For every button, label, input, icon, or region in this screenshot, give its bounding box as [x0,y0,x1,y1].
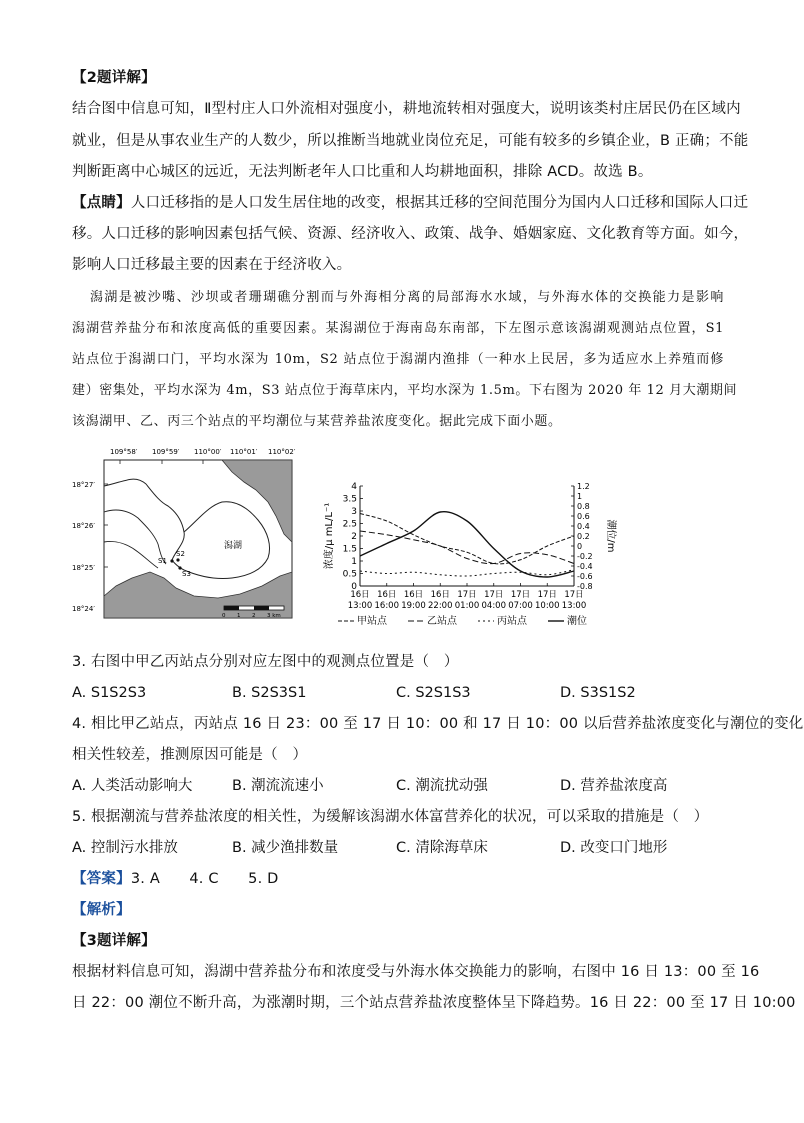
x-tick-time-label: 13:00 [561,601,587,611]
y-tick-label: 3 [351,507,357,517]
option-c[interactable]: C. S2S1S3 [396,685,471,701]
option-a[interactable]: A. 人类活动影响大 [72,778,193,794]
option-a[interactable]: A. S1S2S3 [72,685,147,701]
x-tick-time-label: 07:00 [508,601,533,611]
lon-label: 109°59′ [152,448,180,456]
legend-label: 丙站点 [497,616,527,627]
y2-tick-label: -0.8 [577,582,593,591]
station-label: S1 [158,557,167,565]
note-line [72,193,749,213]
option-a[interactable]: A. 控制污水排放 [72,840,178,856]
x-tick-day-label: 17日 [537,590,557,600]
x-tick-time-label: 13:00 [347,601,373,611]
y-tick-label: 2.5 [342,519,357,530]
x-tick-time-label: 16:00 [374,601,399,611]
legend-label: 乙站点 [427,616,457,627]
section-2-text-line: 判断距离中心城区的远近，无法判断老年人口比重和人均耕地面积，排除 ACD。故选 B。 [72,164,653,180]
y2-tick-label: 0.2 [577,532,590,541]
y2-tick-label: 0.6 [577,512,590,521]
y-tick-label: 2 [351,532,357,542]
x-tick-day-label: 17日 [457,590,477,600]
nutrient-tide-chart [318,480,614,630]
lat-label: 18°26′ [72,522,95,530]
scale-tick: 3 km [267,613,281,619]
question-5: 5. 根据潮流与营养盐浓度的相关性，为缓解该潟湖水体富营养化的状况，可以采取的措施是（ ） [72,809,709,825]
section-2-text-line: 结合图中信息可知，Ⅱ型村庄人口外流相对强度小，耕地流转相对强度大，说明该类村庄居民仍在区域内 [72,101,741,117]
y2-tick-label: 0.8 [577,502,590,511]
lon-label: 110°00′ [194,448,222,456]
station-label: S3 [182,570,191,578]
station-label: S2 [176,550,185,558]
material-line: 该潟湖甲、乙、丙三个站点的平均潮位与某营养盐浓度变化。据此完成下面小题。 [72,414,562,429]
question-4: 相关性较差，推测原因可能是（ ） [72,747,308,763]
answer-text: 3. A 4. C 5. D [130,871,279,887]
x-tick-day-label: 16日 [350,590,370,600]
note-text: 人口迁移指的是人口发生居住地的改变，根据其迁移的空间范围分为国内人口迁移和国际人口迁 [130,195,749,211]
option-d[interactable]: D. 改变口门地形 [560,840,668,856]
x-tick-day-label: 17日 [510,590,531,600]
y-tick-label: 0.5 [342,569,357,580]
lon-label: 110°02′ [268,448,296,456]
lat-label: 18°27′ [72,481,95,489]
option-c[interactable]: C. 清除海草床 [396,840,488,856]
x-tick-day-label: 16日 [377,590,397,600]
y2-tick-label: -0.2 [577,552,593,561]
x-tick-day-label: 16日 [403,590,424,600]
section-2-text-line: 就业，但是从事农业生产的人数少，所以推断当地就业岗位充足，可能有较多的乡镇企业，B 正确；不能 [72,133,749,149]
material-line: 站点位于潟湖口门，平均水深为 10m，S2 站点位于潟湖内渔排（一种水上民居，多为适应水上养殖而修 [72,352,724,367]
answer-line [72,869,724,889]
scale-bar [254,606,269,610]
section-3-text-line: 日 22：00 潮位不断升高，为涨潮时期，三个站点营养盐浓度整体呈下降趋势。16 日 22：00 至 17 日 10:00 [72,995,796,1011]
material-line: 建）密集处，平均水深为 4m，S3 站点位于海草床内，平均水深为 1.5m。下右图为 2020 年 12 月大潮期间 [72,383,738,398]
x-tick-day-label: 17日 [564,590,584,600]
lon-label: 109°58′ [110,448,138,456]
y2-tick-label: -0.4 [577,562,593,571]
note-line: 移。人口迁移的影响因素包括气候、资源、经济收入、政策、战争、婚姻家庭、文化教育等方面。如今， [72,226,749,242]
x-tick-time-label: 22:00 [428,601,453,611]
answer-tag: 【答案】 [72,871,131,887]
station-point [176,558,179,561]
section-3-heading: 【3题详解】 [72,933,156,949]
section-3-text-line: 根据材料信息可知，潟湖中营养盐分布和浓度受与外海水体交换能力的影响，右图中 16 日 13：00 至 16 [72,964,760,980]
series-line-3 [360,570,574,576]
note-tag: 【点睛】 [72,195,131,211]
note-line: 影响人口迁移最主要的因素在于经济收入。 [72,257,352,273]
question-3: 3. 右图中甲乙丙站点分别对应左图中的观测点位置是（ ） [72,654,459,670]
material-line: 潟湖营养盐分布和浓度高低的重要因素。某潟湖位于海南岛东南部，下左图示意该潟湖观测站点位置，S1 [72,321,724,336]
option-d[interactable]: D. 营养盐浓度高 [560,778,668,794]
analysis-tag: 【解析】 [72,902,131,918]
legend-label: 潮位 [567,616,587,627]
option-d[interactable]: D. S3S1S2 [560,685,636,701]
y-tick-label: 3.5 [342,494,357,505]
section-2-heading: 【2题详解】 [72,70,156,86]
scale-bar [224,606,239,610]
y2-tick-label: 1 [577,492,583,501]
station-point [170,559,173,562]
y-tick-label: 1.5 [342,544,357,555]
y-tick-label: 0 [351,582,357,592]
y-tick-label: 4 [351,482,357,492]
option-c[interactable]: C. 潮流扰动强 [396,778,488,794]
lagoon-map [72,446,312,632]
x-tick-time-label: 10:00 [535,601,560,611]
x-tick-time-label: 01:00 [454,601,480,611]
y-axis-label: 浓度/μ mL/L⁻¹ [324,502,335,570]
x-tick-time-label: 04:00 [481,601,506,611]
scale-tick: 0 [222,613,226,619]
y2-tick-label: 0.4 [577,522,590,531]
y2-tick-label: 1.2 [577,482,590,491]
lat-label: 18°25′ [72,564,95,572]
option-b[interactable]: B. 减少渔排数量 [232,840,339,856]
lon-label: 110°01′ [230,448,258,456]
lat-label: 18°24′ [72,605,95,613]
material-line: 潟湖是被沙嘴、沙坝或者珊瑚礁分割而与外海相分离的局部海水水域，与外海水体的交换能力是影响 [90,290,724,305]
y2-axis-label: 潮位/m [605,519,616,553]
option-b[interactable]: B. 潮流流速小 [232,778,324,794]
y2-tick-label: 0 [577,542,583,551]
y-tick-label: 1 [351,557,357,567]
scale-tick: 2 [252,613,256,619]
x-tick-time-label: 19:00 [401,601,426,611]
legend-label: 甲站点 [357,616,387,627]
option-b[interactable]: B. S2S3S1 [232,685,307,701]
series-line-2 [360,531,574,564]
question-4: 4. 相比甲乙站点，丙站点 16 日 23：00 至 17 日 10：00 和 17 日 10：00 以后营养盐浓度变化与潮位的变化 [72,716,804,732]
x-tick-day-label: 16日 [430,590,450,600]
scale-tick: 1 [237,613,241,619]
x-tick-day-label: 17日 [484,590,504,600]
y2-tick-label: -0.6 [577,572,593,581]
series-line-4 [360,512,574,577]
lagoon-label: 潟湖 [224,541,243,551]
